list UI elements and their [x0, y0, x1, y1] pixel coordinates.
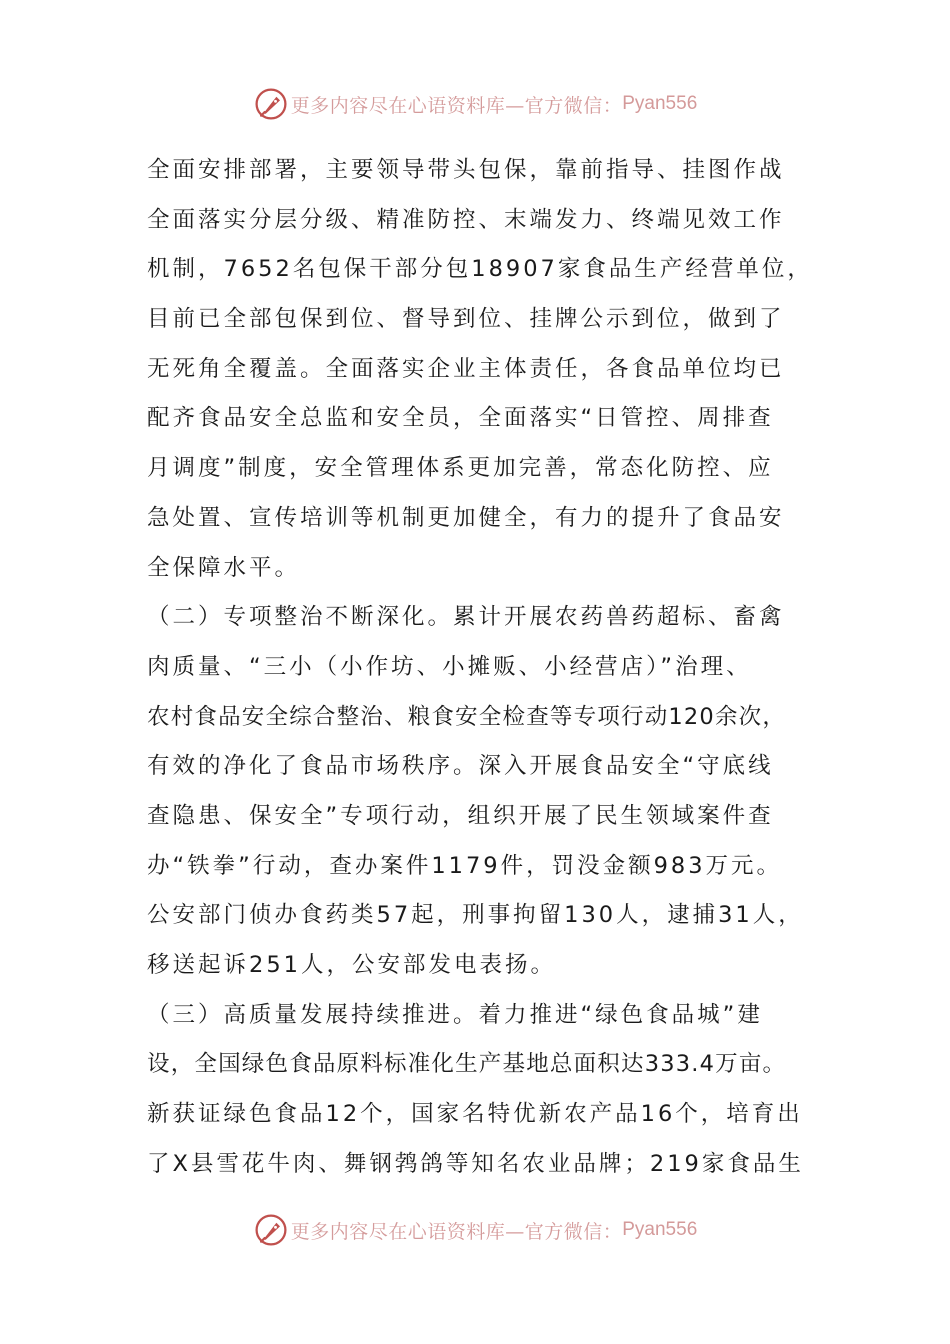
text-line: 全面安排部署，主要领导带头包保，靠前指导、挂图作战 — [147, 157, 785, 183]
text-line: 查隐患、保安全”专项行动，组织开展了民生领域案件查 — [147, 802, 774, 829]
text-line: 全面落实分层分级、精准防控、末端发力、终端见效工作 — [147, 206, 785, 233]
text-line: 设，全国绿色食品原料标准化生产基地总面积达333.4万亩。 — [147, 1051, 787, 1078]
text-line: 全保障水平。 — [147, 554, 301, 581]
pen-nib-logo-icon — [253, 1212, 289, 1248]
text-line: 有效的净化了食品市场秩序。深入开展食品安全“守底线 — [147, 753, 774, 780]
text-line: 肉质量、“三小（小作坊、小摊贩、小经营店）”治理、 — [147, 653, 752, 680]
text-line: 办“铁拳”行动，查办案件1179件，罚没金额983万元。 — [147, 852, 783, 879]
footer-watermark-banner — [0, 1210, 950, 1250]
text-line: 了X县雪花牛肉、舞钢鹁鸽等知名农业品牌；219家食品生 — [147, 1150, 804, 1177]
header-watermark-banner — [0, 84, 950, 124]
banner-text: 更多内容尽在心语资料库—官方微信： — [290, 94, 623, 117]
text-line: 公安部门侦办食药类57起，刑事拘留130人，逮捕31人， — [147, 902, 804, 929]
text-line: 急处置、宣传培训等机制更加健全，有力的提升了食品安 — [147, 504, 785, 531]
text-line: 移送起诉251人，公安部发电表扬。 — [147, 952, 556, 978]
banner-text: 更多内容尽在心语资料库—官方微信： — [290, 1220, 623, 1243]
pen-nib-logo-icon — [253, 86, 289, 122]
text-line: 农村食品安全综合整治、粮食安全检查等专项行动120余次， — [147, 703, 787, 730]
text-line: 目前已全部包保到位、督导到位、挂牌公示到位，做到了 — [147, 306, 785, 333]
document-body — [147, 146, 817, 1189]
banner-wechat-id: Pyan556 — [622, 93, 698, 114]
text-line: 无死角全覆盖。全面落实企业主体责任，各食品单位均已 — [147, 355, 785, 382]
text-line: 月调度”制度，安全管理体系更加完善，常态化防控、应 — [147, 455, 774, 482]
text-line: 机制，7652名包保干部分包18907家食品生产经营单位， — [147, 256, 813, 283]
text-line: 新获证绿色食品12个，国家名特优新农产品16个，培育出 — [147, 1101, 803, 1128]
section-heading-line: （三）高质量发展持续推进。着力推进“绿色食品城”建 — [147, 1001, 763, 1028]
section-heading-line: （二）专项整治不断深化。累计开展农药兽药超标、畜禽 — [147, 604, 785, 631]
text-line: 配齐食品安全总监和安全员，全面落实“日管控、周排查 — [147, 405, 774, 432]
banner-wechat-id: Pyan556 — [622, 1219, 698, 1240]
